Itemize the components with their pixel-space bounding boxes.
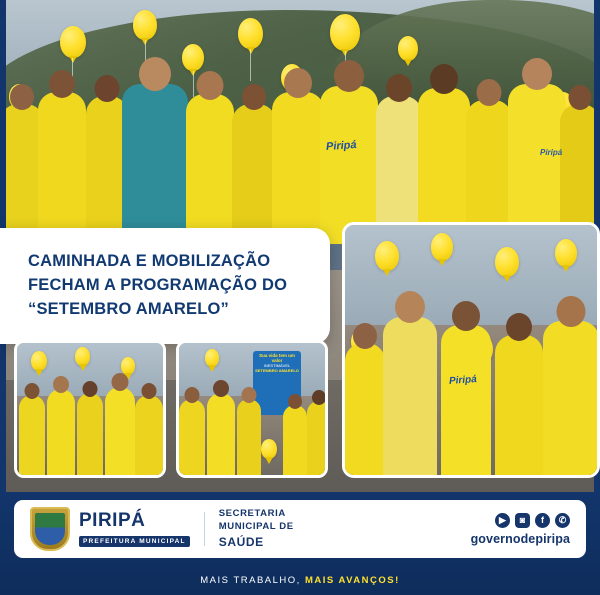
person-figure bbox=[77, 393, 103, 478]
balloon-icon bbox=[261, 439, 277, 459]
instagram-icon[interactable]: ◙ bbox=[515, 513, 530, 528]
facebook-icon[interactable]: f bbox=[535, 513, 550, 528]
person-figure bbox=[508, 84, 566, 244]
thumbnail-photo-2 bbox=[176, 340, 328, 478]
person-figure bbox=[383, 317, 437, 478]
balloon-icon bbox=[375, 241, 399, 271]
balloon-string bbox=[193, 71, 194, 97]
person-figure bbox=[320, 86, 378, 244]
footer-tagline bbox=[0, 575, 600, 586]
city-name: PIRIPÁ bbox=[79, 509, 146, 531]
social-block bbox=[471, 513, 570, 546]
balloon-icon bbox=[60, 26, 86, 58]
headline-line-1: CAMINHADA E MOBILIZAÇÃO bbox=[28, 252, 271, 270]
city-brand bbox=[79, 511, 190, 548]
balloon-icon bbox=[398, 36, 418, 61]
banner-line-3: SETEMBRO AMARELO bbox=[255, 367, 299, 373]
secretaria-line-3: SAÚDE bbox=[218, 534, 264, 549]
balloon-icon bbox=[121, 357, 135, 375]
headline-line-2: FECHAM A PROGRAMAÇÃO DO bbox=[28, 275, 288, 294]
person-figure bbox=[38, 92, 86, 242]
person-figure bbox=[495, 335, 543, 478]
secretaria-line-2: MUNICIPAL DE bbox=[218, 520, 294, 532]
thumbnail-photo-1 bbox=[14, 340, 166, 478]
balloon-icon bbox=[31, 351, 47, 371]
footer-white-bar bbox=[14, 500, 586, 558]
person-figure bbox=[272, 92, 324, 244]
city-subtitle: PREFEITURA MUNICIPAL bbox=[79, 536, 190, 547]
tagline-normal: MAIS TRABALHO, bbox=[200, 575, 305, 586]
whatsapp-icon[interactable]: ✆ bbox=[555, 513, 570, 528]
person-figure bbox=[179, 399, 205, 478]
balloon-icon bbox=[495, 247, 519, 277]
person-figure bbox=[418, 88, 470, 244]
person-figure bbox=[232, 104, 276, 244]
thumbnail-row bbox=[14, 340, 586, 480]
person-figure bbox=[345, 343, 385, 478]
shirt-print-text: Piripá bbox=[540, 148, 563, 157]
shirt-print-text: Piripá bbox=[448, 374, 478, 387]
social-handle[interactable]: governodepiripa bbox=[470, 531, 570, 546]
person-figure bbox=[47, 389, 75, 478]
shirt-print-text: Piripá bbox=[325, 138, 357, 154]
banner-line-1: Sua vida tem um valor bbox=[259, 353, 295, 364]
person-figure bbox=[19, 395, 45, 478]
balloon-string bbox=[250, 49, 251, 81]
youtube-icon[interactable]: ▶ bbox=[495, 513, 510, 528]
vertical-divider bbox=[204, 512, 205, 546]
person-figure bbox=[122, 84, 188, 246]
headline-line-3: “SETEMBRO AMARELO” bbox=[28, 299, 229, 318]
coat-of-arms-icon bbox=[30, 507, 70, 551]
balloon-icon bbox=[205, 349, 219, 367]
person-figure bbox=[186, 94, 234, 244]
balloon-icon bbox=[431, 233, 453, 261]
person-figure bbox=[207, 393, 235, 478]
secretaria-block bbox=[219, 508, 294, 550]
balloon-icon bbox=[330, 14, 360, 51]
secretaria-line-1: SECRETARIA bbox=[218, 508, 286, 520]
person-figure bbox=[543, 321, 599, 478]
balloon-icon bbox=[133, 10, 157, 40]
person-figure bbox=[237, 399, 261, 478]
person-figure bbox=[441, 325, 491, 478]
person-figure bbox=[105, 387, 135, 478]
balloon-icon bbox=[75, 347, 90, 366]
person-figure bbox=[283, 405, 307, 478]
headline-card bbox=[0, 228, 330, 344]
person-figure bbox=[307, 401, 328, 478]
balloon-icon bbox=[555, 239, 577, 267]
balloon-icon bbox=[182, 44, 204, 71]
thumbnail-photo-3 bbox=[342, 222, 600, 478]
balloon-icon bbox=[238, 18, 263, 49]
person-figure bbox=[135, 395, 163, 478]
social-icon-row bbox=[471, 513, 570, 528]
banner-line-2: INESTIMÁVEL bbox=[263, 362, 291, 368]
tagline-accent: MAIS AVANÇOS! bbox=[304, 575, 400, 586]
footer-bar-region bbox=[0, 492, 600, 595]
